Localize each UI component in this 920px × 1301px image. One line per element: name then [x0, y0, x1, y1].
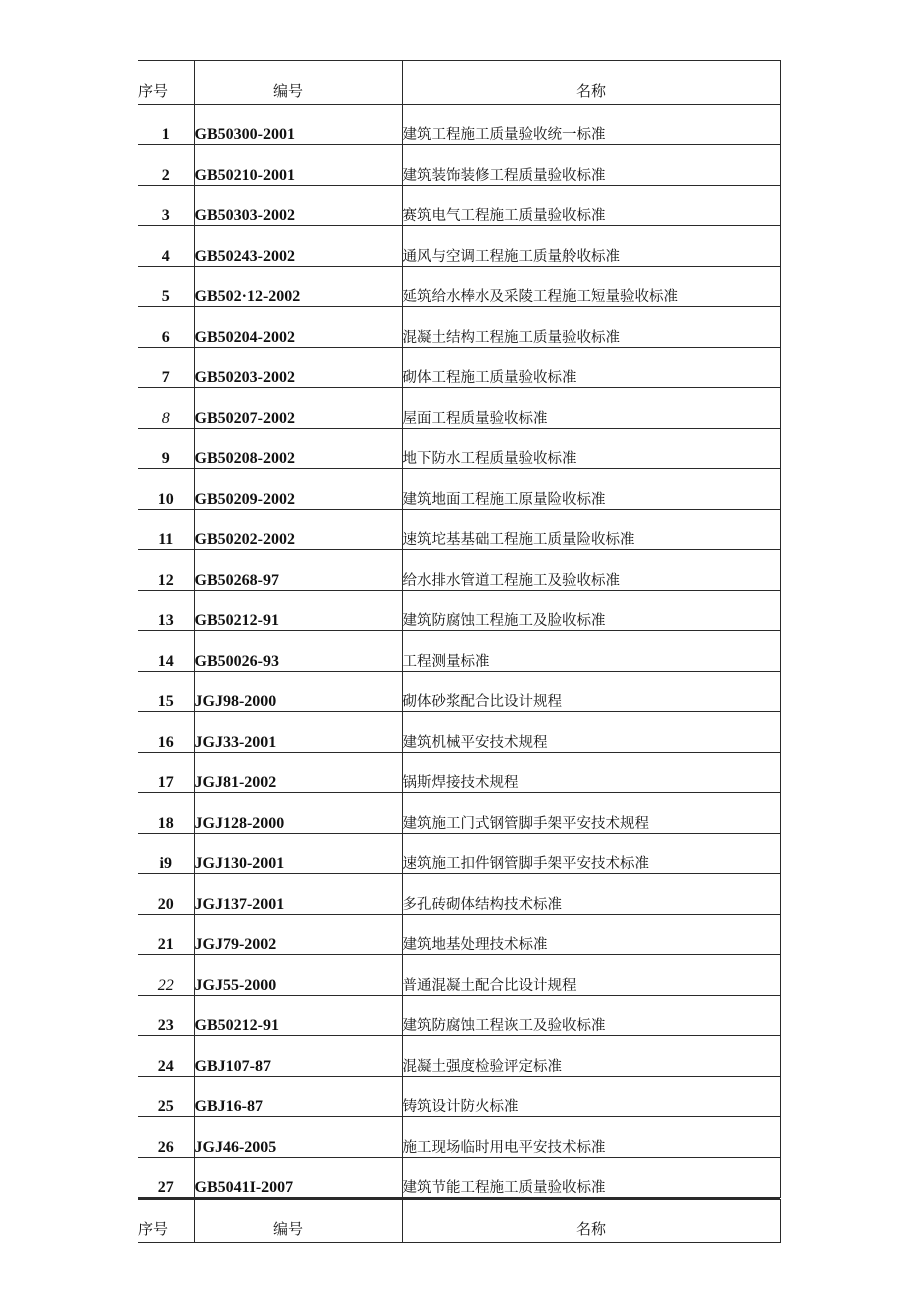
header-code: 编号	[194, 61, 402, 105]
row-seq: 26	[138, 1117, 194, 1158]
row-code: JGJ55-2000	[194, 955, 402, 996]
row-name: 通风与空调工程施工质量舲收标准	[402, 226, 780, 267]
row-code: JGJ128-2000	[194, 793, 402, 834]
row-code: GB50268-97	[194, 550, 402, 591]
row-code: JGJ137-2001	[194, 874, 402, 915]
row-code: GB502·12-2002	[194, 266, 402, 307]
table-row	[138, 995, 780, 1036]
row-seq: 9	[138, 428, 194, 469]
footer-header-code: 编号	[194, 1199, 402, 1242]
row-seq: 13	[138, 590, 194, 631]
row-seq: 10	[138, 469, 194, 510]
row-code: JGJ46-2005	[194, 1117, 402, 1158]
row-name: 建筑装饰装修工程质量验收标准	[402, 145, 780, 186]
table-row	[138, 671, 780, 712]
row-code: JGJ33-2001	[194, 712, 402, 753]
row-seq: 22	[138, 955, 194, 996]
row-code: GB50203-2002	[194, 347, 402, 388]
row-seq: i9	[138, 833, 194, 874]
table-row	[138, 509, 780, 550]
table-row	[138, 145, 780, 186]
table-row	[138, 428, 780, 469]
row-name: 建筑地面工程施工原量险收标准	[402, 469, 780, 510]
row-code: GBJ16-87	[194, 1076, 402, 1117]
row-name: 速筑坨基基础工程施工质量险收标准	[402, 509, 780, 550]
row-code: JGJ130-2001	[194, 833, 402, 874]
row-code: JGJ81-2002	[194, 752, 402, 793]
row-seq: 7	[138, 347, 194, 388]
table-row	[138, 1117, 780, 1158]
row-code: GB50209-2002	[194, 469, 402, 510]
table-row	[138, 550, 780, 591]
row-name: 建筑机械平安技术规程	[402, 712, 780, 753]
row-name: 施工现场临时用电平安技术标准	[402, 1117, 780, 1158]
row-code: GB50204-2002	[194, 307, 402, 348]
row-code: GB50303-2002	[194, 185, 402, 226]
row-seq: 18	[138, 793, 194, 834]
table-row	[138, 712, 780, 753]
row-seq: 12	[138, 550, 194, 591]
table-row	[138, 833, 780, 874]
row-name: 锅斯焊接技术规程	[402, 752, 780, 793]
table-row	[138, 388, 780, 429]
table-row	[138, 1036, 780, 1077]
table-row	[138, 914, 780, 955]
row-code: GB50300-2001	[194, 104, 402, 145]
row-seq: 5	[138, 266, 194, 307]
row-seq: 25	[138, 1076, 194, 1117]
footer-header-seq: 序号	[138, 1199, 194, 1242]
continuation-header-table	[138, 1199, 781, 1243]
row-seq: 23	[138, 995, 194, 1036]
row-name: 建筑工程施工质量验收统一标准	[402, 104, 780, 145]
row-name: 混凝土结构工程施工质量验收标准	[402, 307, 780, 348]
row-code: GB50026-93	[194, 631, 402, 672]
table-row	[138, 1157, 780, 1198]
row-code: GB50212-91	[194, 590, 402, 631]
row-code: GB5041I-2007	[194, 1157, 402, 1198]
row-name: 建筑节能工程施工质量验收标准	[402, 1157, 780, 1198]
row-seq: 2	[138, 145, 194, 186]
table-row	[138, 874, 780, 915]
row-name: 给水排水管道工程施工及验收标准	[402, 550, 780, 591]
row-code: GB50212-91	[194, 995, 402, 1036]
row-name: 速筑施工扣件钢管脚手架平安技术标准	[402, 833, 780, 874]
row-name: 砌体工程施工质量验收标准	[402, 347, 780, 388]
row-name: 地下防水工程质量验收标准	[402, 428, 780, 469]
table-row	[138, 793, 780, 834]
table-row	[138, 185, 780, 226]
table-row	[138, 266, 780, 307]
row-seq: 4	[138, 226, 194, 267]
table-header-row	[138, 61, 780, 105]
row-name: 多孔砖砌体结构技术标准	[402, 874, 780, 915]
table-row	[138, 307, 780, 348]
row-name: 建筑防腐蚀工程诙工及验收标准	[402, 995, 780, 1036]
row-code: GB50202-2002	[194, 509, 402, 550]
row-name: 建筑防腐蚀工程施工及脸收标准	[402, 590, 780, 631]
table-row	[138, 752, 780, 793]
row-code: GB50208-2002	[194, 428, 402, 469]
row-seq: 14	[138, 631, 194, 672]
standards-table	[138, 60, 781, 1198]
row-code: GB50210-2001	[194, 145, 402, 186]
row-code: JGJ98-2000	[194, 671, 402, 712]
table-row	[138, 1076, 780, 1117]
row-seq: 20	[138, 874, 194, 915]
row-name: 建筑地基处理技术标准	[402, 914, 780, 955]
row-name: 赛筑电气工程施工质量验收标准	[402, 185, 780, 226]
table-row	[138, 347, 780, 388]
row-name: 铸筑设计防火标准	[402, 1076, 780, 1117]
row-name: 屋面工程质量验收标准	[402, 388, 780, 429]
row-seq: 11	[138, 509, 194, 550]
row-seq: 24	[138, 1036, 194, 1077]
table-row	[138, 631, 780, 672]
row-seq: 3	[138, 185, 194, 226]
continuation-header-row	[138, 1199, 780, 1242]
row-seq: 15	[138, 671, 194, 712]
row-name: 延筑给水棒水及采陵工程施工短量验收标准	[402, 266, 780, 307]
row-seq: 8	[138, 388, 194, 429]
row-seq: 21	[138, 914, 194, 955]
table-row	[138, 469, 780, 510]
row-code: GBJ107-87	[194, 1036, 402, 1077]
row-code: GB50243-2002	[194, 226, 402, 267]
row-name: 混凝土强度检验评定标准	[402, 1036, 780, 1077]
table-row	[138, 590, 780, 631]
footer-header-name: 名称	[402, 1199, 780, 1242]
header-seq: 序号	[138, 61, 194, 105]
row-name: 砌体砂浆配合比设计规程	[402, 671, 780, 712]
table-row	[138, 226, 780, 267]
table-row	[138, 104, 780, 145]
row-seq: 27	[138, 1157, 194, 1198]
row-name: 建筑施工门式钢管脚手架平安技术规程	[402, 793, 780, 834]
row-seq: 6	[138, 307, 194, 348]
header-name: 名称	[402, 61, 780, 105]
row-seq: 1	[138, 104, 194, 145]
row-seq: 16	[138, 712, 194, 753]
row-code: JGJ79-2002	[194, 914, 402, 955]
row-name: 工程测量标准	[402, 631, 780, 672]
table-row	[138, 955, 780, 996]
row-seq: 17	[138, 752, 194, 793]
row-code: GB50207-2002	[194, 388, 402, 429]
row-name: 普通混凝土配合比设计规程	[402, 955, 780, 996]
